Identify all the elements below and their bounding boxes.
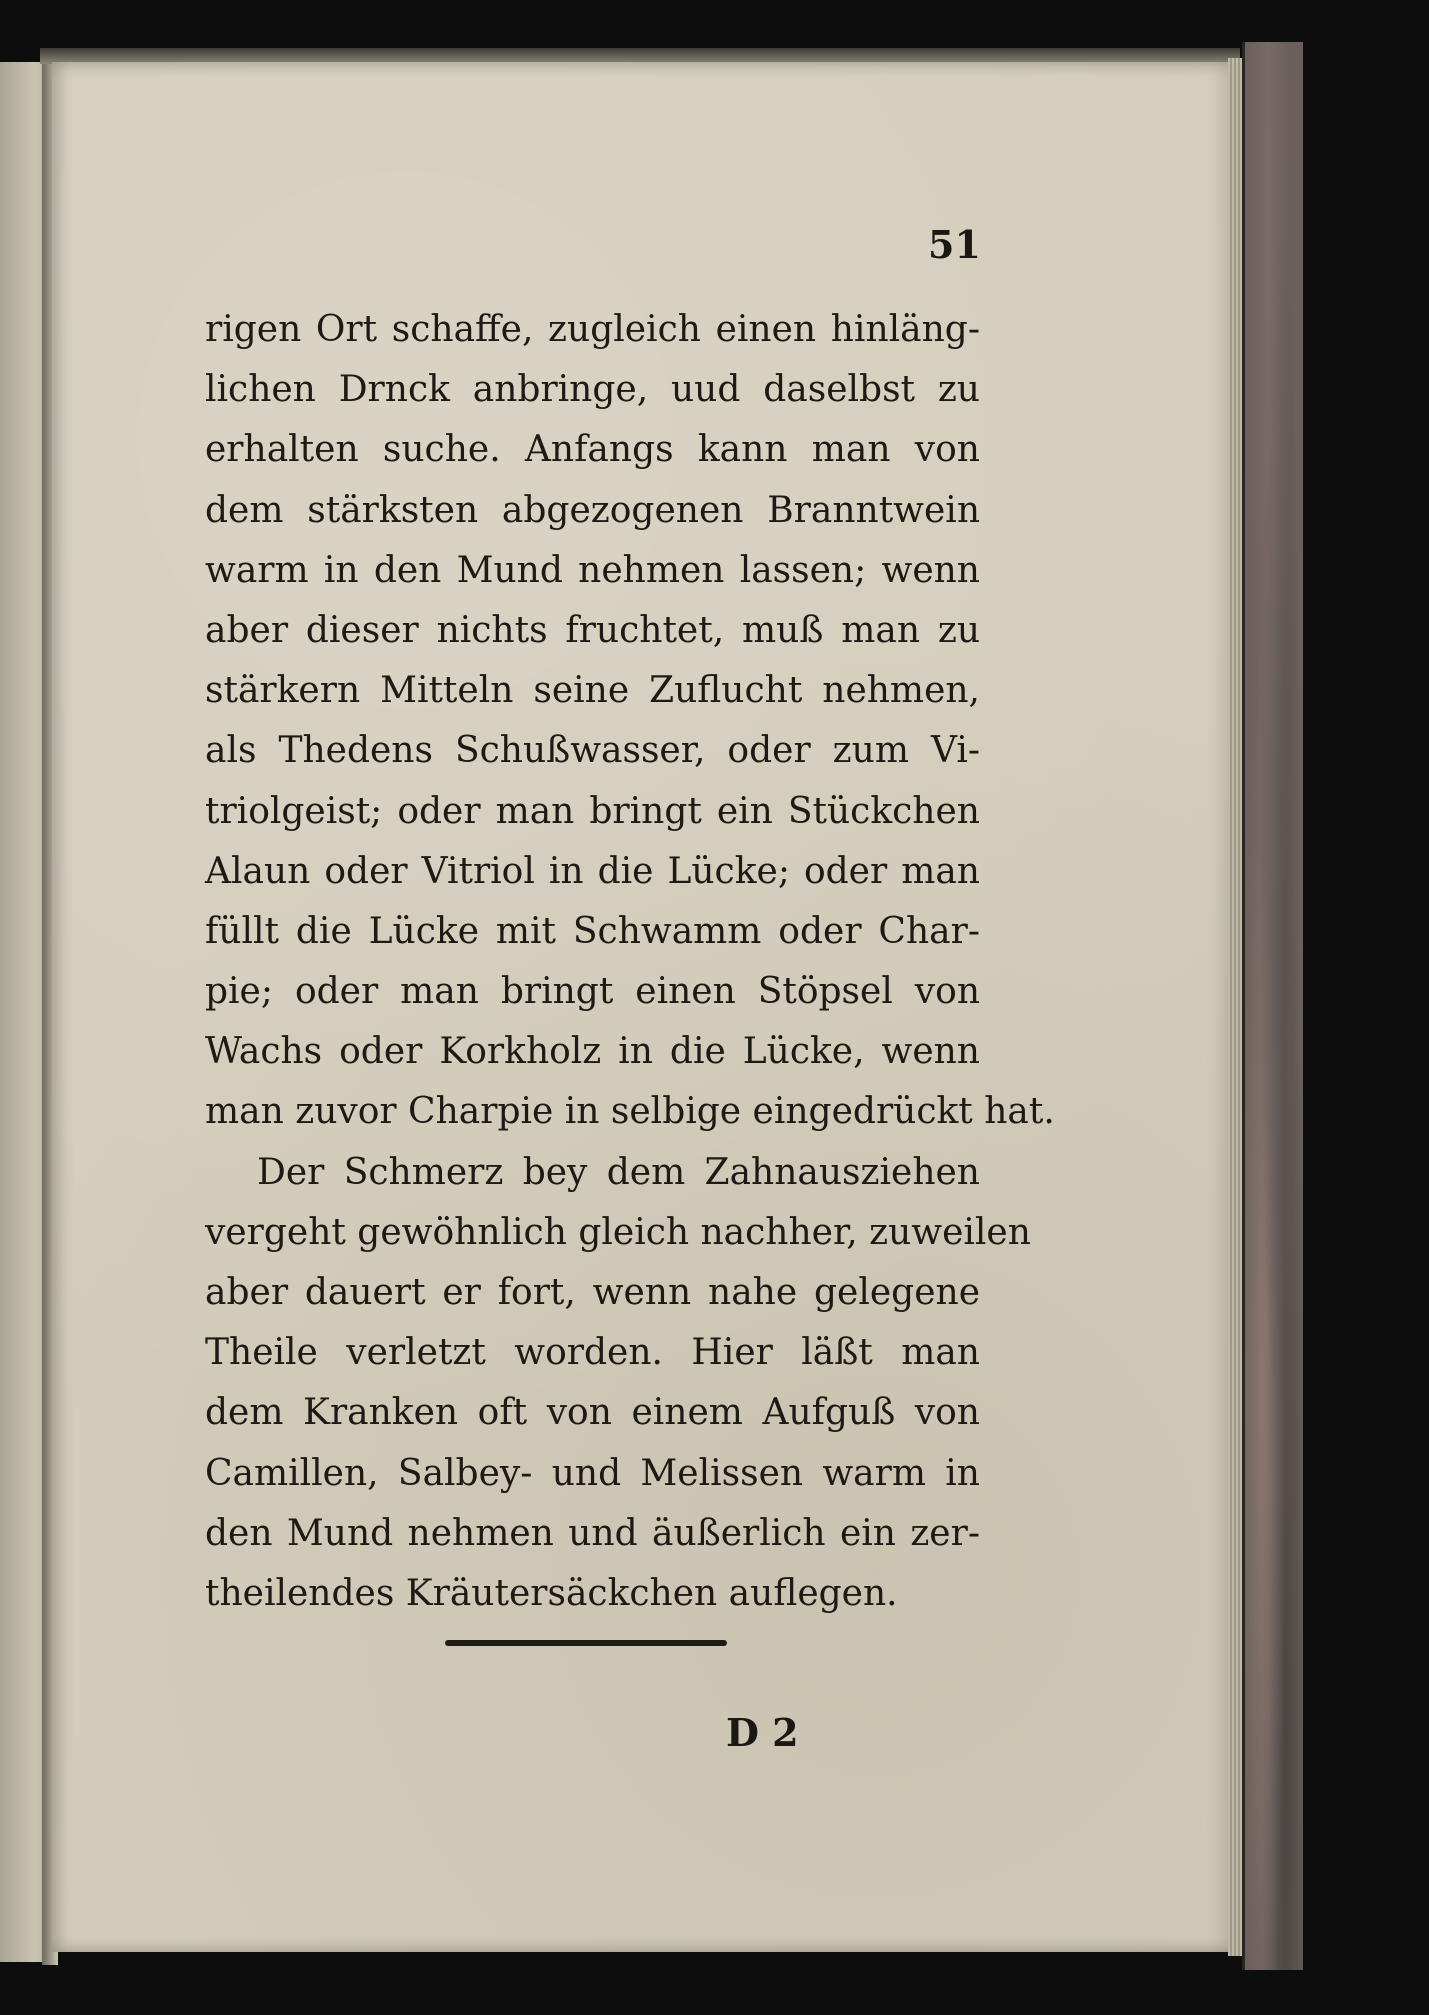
- text-line: lichen Drnck anbringe, uud daselbst zu: [205, 369, 980, 411]
- text-line: als Thedens Schußwasser, oder zum Vi-: [205, 730, 980, 772]
- text-line: dem Kranken oft von einem Aufguß von: [205, 1392, 980, 1434]
- text-line: warm in den Mund nehmen lassen; wenn: [205, 549, 980, 591]
- text-line: erhalten suche. Anfangs kann man von: [205, 429, 980, 471]
- text-line: aber dieser nichts fruchtet, muß man zu: [205, 609, 980, 651]
- text-line: rigen Ort schaffe, zugleich einen hinläng-: [205, 309, 980, 350]
- text-line: den Mund nehmen und äußerlich ein zer-: [205, 1512, 980, 1554]
- text-line: Der Schmerz bey dem Zahnausziehen: [257, 1151, 980, 1193]
- page-number: 51: [928, 222, 981, 267]
- closing-rule: [445, 1640, 727, 1646]
- body-text: [205, 300, 1055, 1624]
- text-line: stärkern Mitteln seine Zuflucht nehmen,: [205, 670, 980, 712]
- text-line: aber dauert er fort, wenn nahe gelegene: [205, 1272, 980, 1313]
- text-line: Camillen, Salbey- und Melissen warm in: [205, 1452, 980, 1494]
- marbled-cover: [1242, 42, 1303, 1970]
- text-line: Wachs oder Korkholz in die Lücke, wenn: [205, 1031, 980, 1073]
- signature-mark: D 2: [726, 1710, 799, 1755]
- text-line: vergeht gewöhnlich gleich nachher, zuweilen: [205, 1211, 1031, 1253]
- text-line: theilendes Kräutersäckchen auflegen.: [205, 1572, 898, 1614]
- text-line: dem stärksten abgezogenen Branntwein: [205, 489, 980, 531]
- text-line: man zuvor Charpie in selbige eingedrückt hat.: [205, 1091, 1055, 1133]
- text-line: pie; oder man bringt einen Stöpsel von: [205, 971, 980, 1013]
- page-block-edge: [1228, 58, 1242, 1956]
- text-line: triolgeist; oder man bringt ein Stückchen: [205, 790, 980, 832]
- text-line: füllt die Lücke mit Schwamm oder Char-: [205, 910, 980, 952]
- text-line: Theile verletzt worden. Hier läßt man: [205, 1332, 980, 1374]
- text-line: Alaun oder Vitriol in die Lücke; oder man: [205, 850, 980, 892]
